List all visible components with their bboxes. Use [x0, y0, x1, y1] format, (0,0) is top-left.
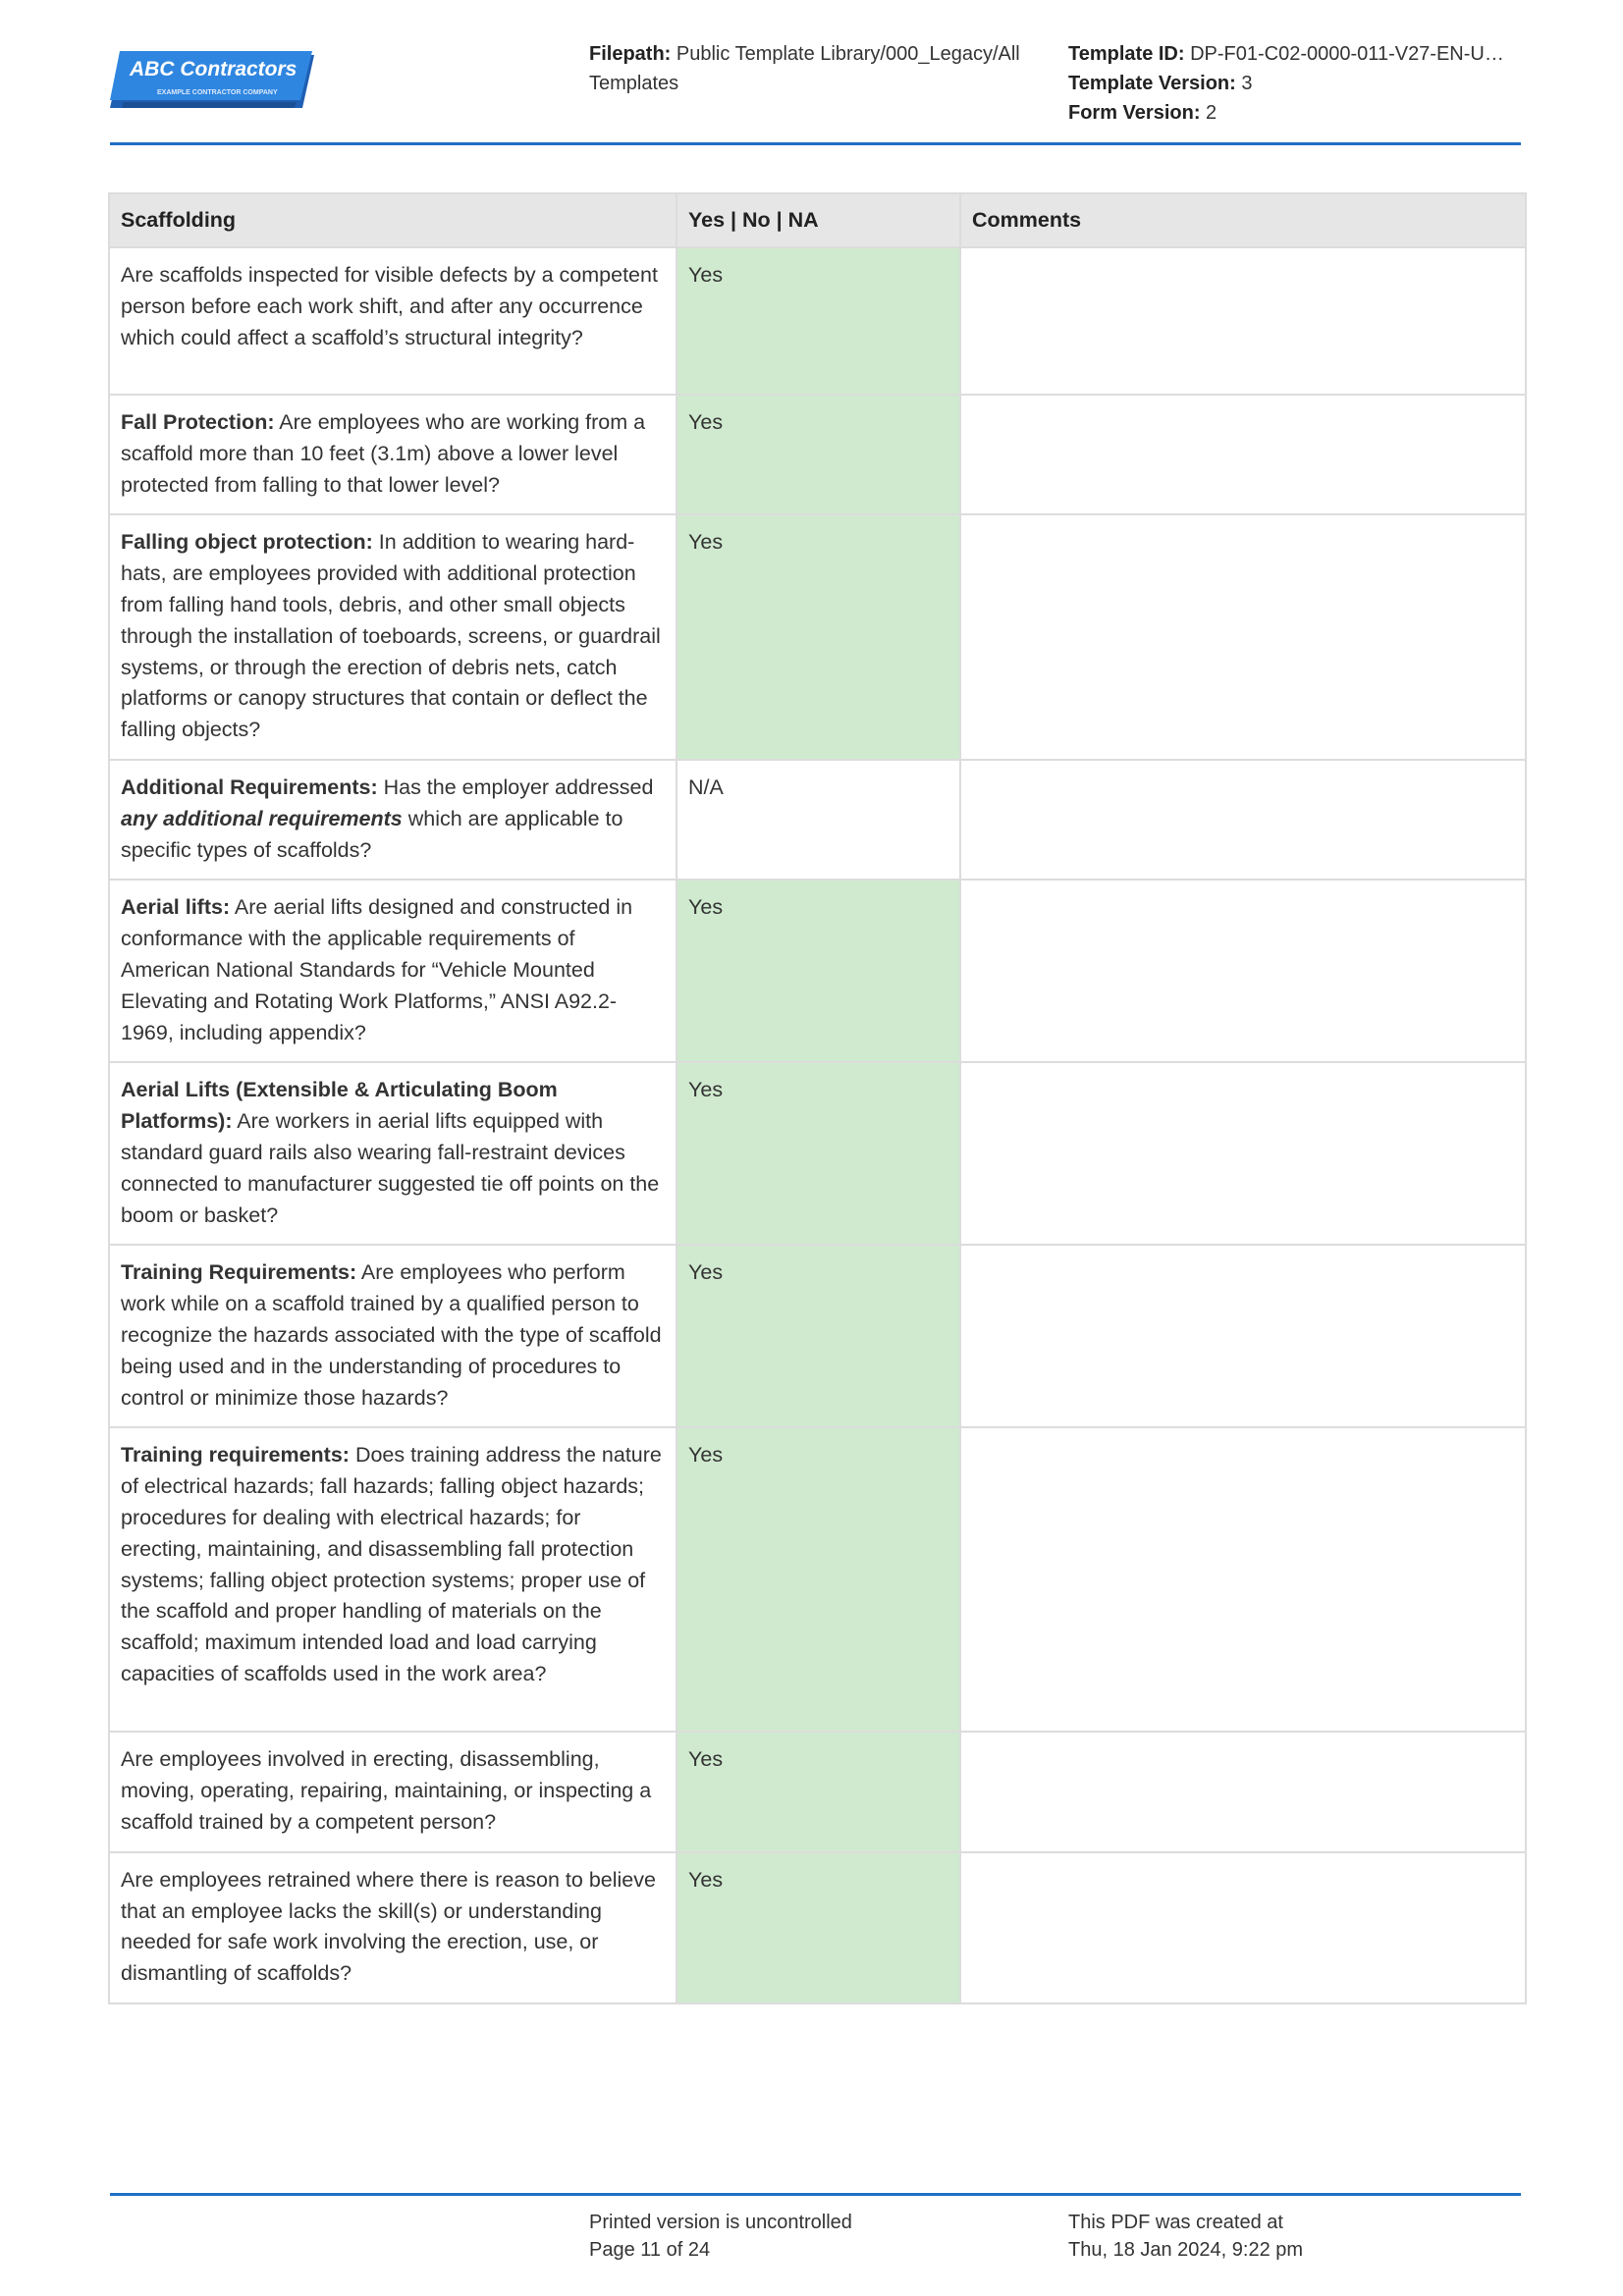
template-meta-block	[1068, 39, 1530, 128]
filepath-block	[589, 39, 1051, 98]
template-version-line	[1068, 69, 1530, 98]
template-id-line	[1068, 39, 1530, 69]
response-cell[interactable]: Yes	[676, 514, 960, 760]
response-cell[interactable]: Yes	[676, 880, 960, 1062]
footer-created-info	[1068, 2209, 1520, 2264]
table-row	[109, 1427, 1526, 1732]
column-header-scaffolding: Scaffolding	[109, 193, 676, 247]
question-cell: Training Requirements: Are employees who perform work while on a scaffold trained by a qualified person to recognize the hazards associated with the type of scaffold being used and in the understanding of procedures to control or minimize those hazards?	[109, 1245, 676, 1427]
column-header-comments: Comments	[960, 193, 1526, 247]
uncontrolled-notice: Printed version is uncontrolled	[589, 2212, 852, 2233]
comment-cell[interactable]	[960, 1732, 1526, 1851]
template-version-label: Template Version:	[1068, 73, 1236, 94]
template-id-value: DP-F01-C02-0000-011-V27-EN-U…	[1190, 43, 1504, 65]
table-row	[109, 1852, 1526, 2003]
table-row	[109, 247, 1526, 395]
question-cell: Aerial Lifts (Extensible & Articulating Boom Platforms): Are workers in aerial lifts equipped with standard guard rails also wearing fall-restraint devices connected to manufacturer suggested tie off points on the boom or basket?	[109, 1062, 676, 1245]
logo-tagline: EXAMPLE CONTRACTOR COMPANY	[157, 89, 278, 96]
question-cell: Are employees retrained where there is reason to believe that an employee lacks the skill(s) or understanding needed for safe work involving the erection, use, or dismantling of scaffolds?	[109, 1852, 676, 2003]
question-cell: Are employees involved in erecting, disassembling, moving, operating, repairing, maintaining, or inspecting a scaffold trained by a competent person?	[109, 1732, 676, 1851]
question-cell: Fall Protection: Are employees who are working from a scaffold more than 10 feet (3.1m) above a lower level protected from falling to that lower level?	[109, 395, 676, 514]
comment-cell[interactable]	[960, 1245, 1526, 1427]
question-cell: Falling object protection: In addition to wearing hard-hats, are employees provided with additional protection from falling hand tools, debris, and other small objects through the installation of toeboards, screens, or guardrail systems, or through the erection of debris nets, catch platforms or canopy structures that contain or deflect the falling objects?	[109, 514, 676, 760]
question-cell: Additional Requirements: Has the employer addressed any additional requirements which are applicable to specific types of scaffolds?	[109, 760, 676, 880]
created-label: This PDF was created at	[1068, 2212, 1283, 2233]
comment-cell[interactable]	[960, 880, 1526, 1062]
header-divider	[110, 142, 1521, 145]
response-cell[interactable]: Yes	[676, 1245, 960, 1427]
table-row	[109, 1062, 1526, 1245]
filepath-label: Filepath:	[589, 43, 672, 65]
comment-cell[interactable]	[960, 514, 1526, 760]
footer-print-info	[589, 2209, 1041, 2264]
table-row	[109, 760, 1526, 880]
form-version-value: 2	[1206, 102, 1217, 124]
comment-cell[interactable]	[960, 1427, 1526, 1732]
scaffolding-checklist-table	[108, 192, 1527, 2004]
table-header-row	[109, 193, 1526, 247]
comment-cell[interactable]	[960, 760, 1526, 880]
page-number: Page 11 of 24	[589, 2239, 711, 2261]
logo-brand: ABC Contractors	[130, 58, 298, 80]
response-cell[interactable]: Yes	[676, 247, 960, 395]
table-row	[109, 1732, 1526, 1851]
question-cell: Are scaffolds inspected for visible defects by a competent person before each work shift, and after any occurrence which could affect a scaffold’s structural integrity?	[109, 247, 676, 395]
company-logo	[110, 51, 316, 112]
response-cell[interactable]: N/A	[676, 760, 960, 880]
comment-cell[interactable]	[960, 1062, 1526, 1245]
comment-cell[interactable]	[960, 247, 1526, 395]
response-cell[interactable]: Yes	[676, 1427, 960, 1732]
question-cell: Training requirements: Does training address the nature of electrical hazards; fall hazards; falling object hazards; procedures for dealing with electrical hazards; for erecting, maintaining, and disassembling fall protection systems; falling object protection systems; proper use of the scaffold and proper handling of materials on the scaffold; maximum intended load and load carrying capacities of scaffolds used in the work area?	[109, 1427, 676, 1732]
filepath-value: Public Template Library/000_Legacy/All Templates	[589, 43, 1020, 94]
created-date: Thu, 18 Jan 2024, 9:22 pm	[1068, 2239, 1304, 2261]
response-cell[interactable]: Yes	[676, 1062, 960, 1245]
response-cell[interactable]: Yes	[676, 1732, 960, 1851]
question-cell: Aerial lifts: Are aerial lifts designed and constructed in conformance with the applicable requirements of American National Standards for “Vehicle Mounted Elevating and Rotating Work Platforms,” ANSI A92.2-1969, including appendix?	[109, 880, 676, 1062]
table-row	[109, 880, 1526, 1062]
form-version-line	[1068, 98, 1530, 128]
form-version-label: Form Version:	[1068, 102, 1201, 124]
table-row	[109, 395, 1526, 514]
column-header-response: Yes | No | NA	[676, 193, 960, 247]
response-cell[interactable]: Yes	[676, 1852, 960, 2003]
response-cell[interactable]: Yes	[676, 395, 960, 514]
comment-cell[interactable]	[960, 395, 1526, 514]
table-row	[109, 514, 1526, 760]
comment-cell[interactable]	[960, 1852, 1526, 2003]
table-row	[109, 1245, 1526, 1427]
template-id-label: Template ID:	[1068, 43, 1185, 65]
template-version-value: 3	[1241, 73, 1253, 94]
footer-divider	[110, 2193, 1521, 2196]
